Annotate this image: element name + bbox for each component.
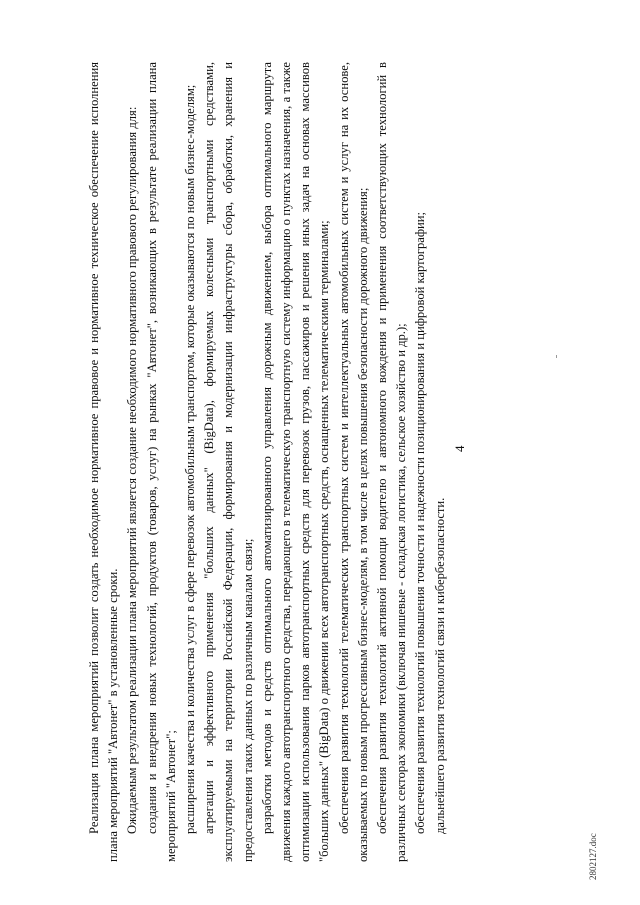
paragraph: обеспечения развития технологий активной помощи водителю и автономного вождения и применения соответствующих технологий в различных секторах экономики (включая нишевые - складская логистика, сельское хозяйство и др.); <box>375 62 409 862</box>
paragraph: агрегации и эффективного применения "больших данных" (BigData), формируемых колесными транспортными средствами, эксплуатируемыми на территории Российской Федерации, формирования и модернизации инфраструктуры сбора, обработки, хранения и предоставления таких данных по различным каналам связи; <box>202 62 255 862</box>
paragraph: создания и внедрения новых технологий, продуктов (товаров, услуг) на рынках "Автонет", возникающих в результате реализации плана мероприятий "Автонет"; <box>144 62 178 862</box>
footer-file-code: 2802127.doc <box>588 833 598 880</box>
paragraph: расширения качества и количества услуг в сфере перевозок автомобильным транспортом, которые оказываются по новым бизнес-моделям; <box>183 84 198 834</box>
paragraph: Реализация плана мероприятий позволит создать необходимое нормативное правовое и нормативное техническое обеспечение исполнения плана мероприятий "Автонет" в установленные сроки. <box>87 62 121 862</box>
paragraph: Ожидаемым результатом реализации плана мероприятий является создание необходимого нормативного правового регулирования для: <box>125 106 140 834</box>
paragraph: разработки методов и средств оптимального автоматизированного управления дорожным движением, выбора оптимального маршрута движения каждого автотранспортного средства, передающего в телематическую транспортную систему информацию о пунктах назначения, а также оптимизации использования парков автотранспортных средств для перевозок грузов, пассажиров и решения иных задач на основах массивов "больших данных" (BigData) о движении всех автотранспортных средств, оснащенных телематическими терминалами; <box>259 62 332 862</box>
paragraph: обеспечения развития технологий телематических транспортных систем и интеллектуальных автомобильных систем и услуг на их основе, оказываемых по новым прогрессивным бизнес-моделям, в том числе в целях повышения безопасности дорожного движения; <box>336 62 370 862</box>
paragraph: обеспечения развития технологий повышения точности и надежности позиционирования и цифровой картографии; <box>413 212 428 834</box>
body-text <box>85 62 525 862</box>
page-number: 4 <box>452 445 467 452</box>
paragraph: дальнейшего развития технологий связи и кибербезопасности. <box>432 497 447 834</box>
scan-mark <box>556 355 557 358</box>
